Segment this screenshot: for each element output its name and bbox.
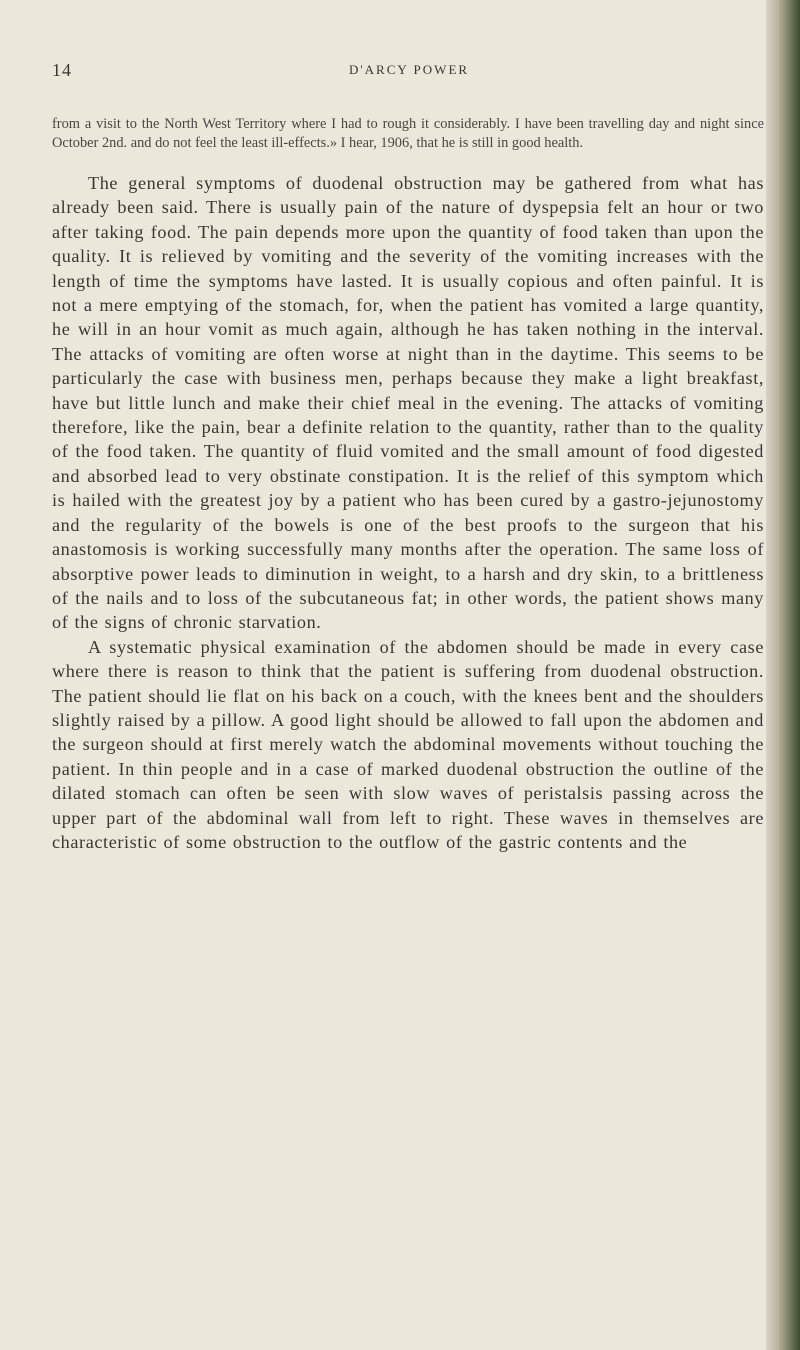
paragraph-physical-examination: A systematic physical examination of the abdomen should be made in every case where there is reason to think that the patient is suffering from duodenal obstruction. The patient should lie flat on his back on a couch, with the knees bent and the shoulders slightly raised by a pillow. A good light should be allowed to fall upon the abdomen and the surgeon should at first merely watch the abdominal movements without touching the patient. In thin people and in a case of marked duodenal obstruction the outline of the dilated stomach can often be seen with slow waves of peristalsis passing across the upper part of the abdominal wall from left to right. These waves in themselves are characteristic of some obstruction to the outflow of the gastric contents and the — [52, 636, 764, 852]
running-head: D'ARCY POWER — [348, 62, 470, 77]
body-text — [52, 171, 764, 854]
page-number: 14 — [52, 60, 72, 80]
quoted-letter — [52, 115, 764, 153]
page-header — [52, 60, 766, 90]
quote-text: from a visit to the North West Territory where I had to rough it considerably. I have been travelling day and night since October 2nd. and do not feel the least ill-effects.» I hear, 1906, that he is still in good health. — [52, 116, 764, 151]
paragraph-general-symptoms: The general symptoms of duodenal obstruction may be gathered from what has already been said. There is usually pain of the nature of dyspepsia felt an hour or two after taking food. The pain depends more upon the quantity of food taken than upon the quality. It is relieved by vomiting and the severity of the vomiting increases with the length of time the symptoms have lasted. It is usually copious and often painful. It is not a mere emptying of the stomach, for, when the patient has vomited a large quantity, he will in an hour vomit as much again, although he has taken nothing in the interval. The attacks of vomiting are often worse at night than in the daytime. This seems to be particularly the case with business men, perhaps because they make a light breakfast, have but little lunch and make their chief meal in the evening. The attacks of vomiting therefore, like the pain, bear a definite relation to the quantity, rather than to the quality of the food taken. The quantity of fluid vomited and the small amount of food digested and absorbed lead to very obstinate constipation. It is the relief of this symptom which is hailed with the greatest joy by a patient who has been cured by a gastro-jejunostomy and the regularity of the bowels is one of the best proofs to the surgeon that his anastomosis is working successfully many months after the operation. The same loss of absorptive power leads to diminution in weight, to a harsh and dry skin, to a brittleness of the nails and to loss of the subcutaneous fat; in other words, the patient shows many of the signs of chronic starvation. — [52, 173, 764, 633]
page-edge-shadow — [766, 0, 800, 1350]
